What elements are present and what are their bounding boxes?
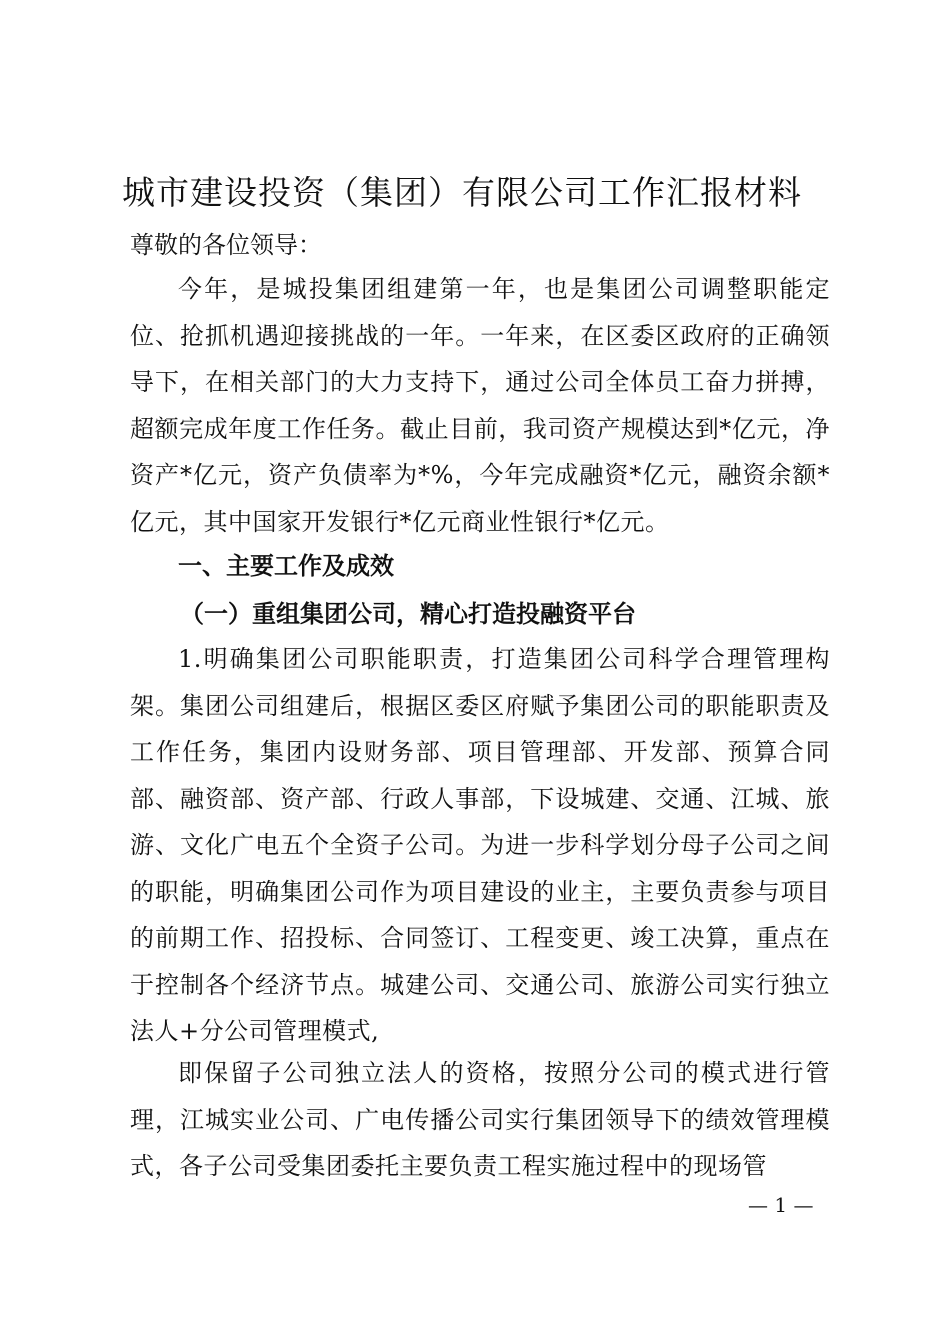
body-paragraph-management: 即保留子公司独立法人的资格，按照分公司的模式进行管理，江城实业公司、广电传播公司实行集团领导下的绩效管理模式，各子公司受集团委托主要负责工程实施过程中的现场管 xyxy=(130,1059,830,1180)
section-heading: 一、主要工作及成效 xyxy=(178,552,394,580)
subsection-heading: （一）重组集团公司，精心打造投融资平台 xyxy=(180,599,636,628)
body-paragraph-structure: 1.明确集团公司职能职责，打造集团公司科学合理管理构架。集团公司组建后，根据区委区府赋予集团公司的职能职责及工作任务，集团内设财务部、项目管理部、开发部、预算合同部、融资部、资产部、行政人事部，下设城建、交通、江城、旅游、文化广电五个全资子公司。为进一步科学划分母子公司之间的职能，明确集团公司作为项目建设的业主，主要负责参与项目的前期工作、招投标、合同签订、工程变更、竣工决算，重点在于控制各个经济节点。城建公司、交通公司、旅游公司实行独立法人+分公司管理模式, xyxy=(130,645,830,1045)
page-number: — 1 — xyxy=(748,1193,814,1217)
salutation: 尊敬的各位领导： xyxy=(130,231,322,259)
document-title: 城市建设投资（集团）有限公司工作汇报材料 xyxy=(122,173,802,212)
body-paragraph-intro: 今年，是城投集团组建第一年，也是集团公司调整职能定位、抢抓机遇迎接挑战的一年。一年来，在区委区政府的正确领导下，在相关部门的大力支持下，通过公司全体员工奋力拼搏，超额完成年度工作任务。截止目前，我司资产规模达到*亿元，净资产*亿元，资产负债率为*%，今年完成融资*亿元，融资余额*亿元，其中国家开发银行*亿元商业性银行*亿元。 xyxy=(130,275,830,536)
